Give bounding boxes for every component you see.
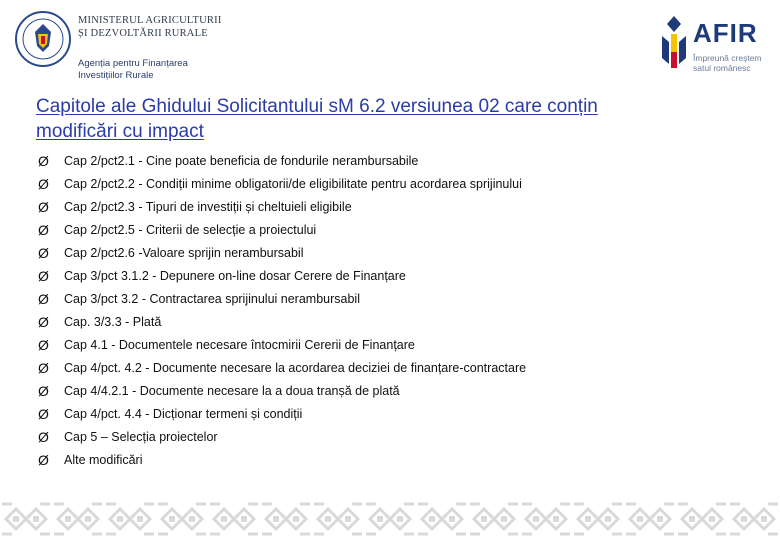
list-item-text: Cap 3/pct 3.1.2 - Depunere on-line dosar Cerere de Finanțare [64, 268, 406, 283]
chapter-list [38, 149, 526, 471]
arrow-bullet-icon: Ø [38, 359, 49, 376]
list-item [38, 241, 526, 264]
list-item-text: Cap 4.1 - Documentele necesare întocmirii Cererii de Finanțare [64, 337, 415, 352]
list-item-text: Cap 3/pct 3.2 - Contractarea sprijinului nerambursabil [64, 291, 360, 306]
afir-tagline [693, 53, 762, 73]
arrow-bullet-icon: Ø [38, 198, 49, 215]
arrow-bullet-icon: Ø [38, 382, 49, 399]
list-item [38, 402, 526, 425]
title-line: Capitole ale Ghidului Solicitantului sM 6.2 versiunea 02 care conțin [36, 96, 598, 117]
list-item [38, 264, 526, 287]
list-item-text: Cap 4/pct. 4.4 - Dicționar termeni și condiții [64, 406, 303, 421]
list-item [38, 149, 526, 172]
arrow-bullet-icon: Ø [38, 451, 49, 468]
arrow-bullet-icon: Ø [38, 405, 49, 422]
afir-tagline-line: Împreună creștem [693, 53, 762, 63]
arrow-bullet-icon: Ø [38, 313, 49, 330]
list-item-text: Cap 4/pct. 4.2 - Documente necesare la acordarea deciziei de finanțare-contractare [64, 360, 527, 375]
ministry-line: ȘI DEZVOLTĂRII RURALE [78, 28, 208, 39]
ministry-seal-icon [14, 10, 72, 68]
ministry-header [14, 10, 244, 85]
page-title [36, 94, 736, 144]
list-item [38, 356, 526, 379]
arrow-bullet-icon: Ø [38, 336, 49, 353]
arrow-bullet-icon: Ø [38, 175, 49, 192]
list-item-text: Cap 2/pct2.2 - Condiții minime obligatorii/de eligibilitate pentru acordarea sprijinului [64, 176, 522, 191]
afir-tagline-line: satul românesc [693, 63, 751, 73]
traditional-motif-border [0, 498, 780, 540]
afir-logo-text: AFIR [693, 18, 758, 48]
list-item [38, 333, 526, 356]
arrow-bullet-icon: Ø [38, 428, 49, 445]
list-item-text: Cap 2/pct2.3 - Tipuri de investiții și cheltuieli eligibile [64, 199, 352, 214]
list-item [38, 310, 526, 333]
afir-emblem-icon [659, 14, 689, 74]
arrow-bullet-icon: Ø [38, 221, 49, 238]
list-item-text: Cap 4/4.2.1 - Documente necesare la a doua tranșă de plată [64, 383, 400, 398]
ministry-name [78, 14, 222, 40]
agency-line: Agenția pentru Finanțarea [78, 58, 188, 69]
list-item [38, 287, 526, 310]
list-item-text: Cap. 3/3.3 - Plată [64, 314, 162, 329]
list-item [38, 448, 526, 471]
list-item-text: Cap 2/pct2.1 - Cine poate beneficia de fondurile nerambursabile [64, 153, 419, 168]
list-item [38, 218, 526, 241]
arrow-bullet-icon: Ø [38, 290, 49, 307]
list-item [38, 172, 526, 195]
afir-logo [655, 8, 775, 83]
list-item [38, 195, 526, 218]
list-item-text: Cap 2/pct2.5 - Criterii de selecție a proiectului [64, 222, 317, 237]
ministry-line: MINISTERUL AGRICULTURII [78, 15, 222, 26]
list-item [38, 379, 526, 402]
agency-name [78, 58, 188, 82]
title-line: modificări cu impact [36, 121, 204, 142]
arrow-bullet-icon: Ø [38, 267, 49, 284]
list-item-text: Cap 5 – Selecția proiectelor [64, 429, 218, 444]
agency-line: Investițiilor Rurale [78, 70, 154, 81]
list-item-text: Alte modificări [64, 452, 143, 467]
arrow-bullet-icon: Ø [38, 244, 49, 261]
arrow-bullet-icon: Ø [38, 152, 49, 169]
list-item [38, 425, 526, 448]
list-item-text: Cap 2/pct2.6 -Valoare sprijin nerambursabil [64, 245, 304, 260]
